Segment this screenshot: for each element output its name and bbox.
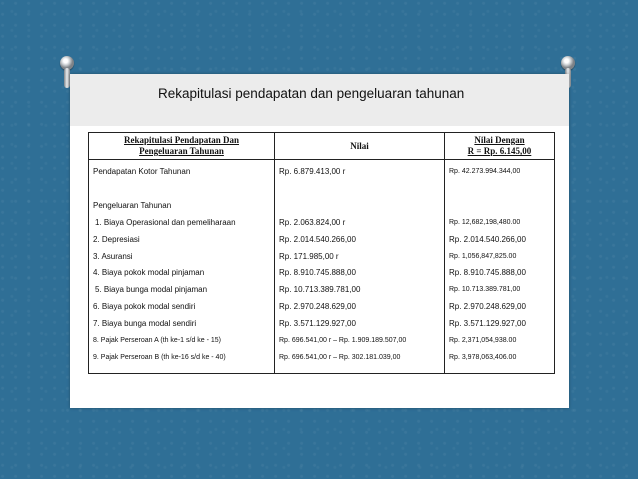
row-label: 3. Asuransi (93, 251, 133, 261)
slide-card (70, 74, 569, 408)
table-header-row (89, 133, 555, 160)
row-value-r: Rp. 42.273.994.344,00 (449, 168, 521, 175)
row-value: Rp. 6.879.413,00 r (279, 167, 346, 176)
slide-title: Rekapitulasi pendapatan dan pengeluaran tahunan (158, 86, 465, 101)
table-body-row (89, 160, 555, 374)
row-value (279, 181, 440, 198)
row-value-r: Rp. 12,682,198,480.00 (449, 218, 521, 226)
row-value: Rp. 2.014.540.266,00 (279, 234, 356, 244)
nilai-dengan-r-column (445, 160, 555, 374)
row-label: Pengeluaran Tahunan (93, 200, 172, 210)
row-label: 8. Pajak Perseroan A (th ke-1 s/d ke - 15) (93, 337, 222, 345)
row-value-r: Rp. 3.571.129.927,00 (449, 319, 526, 329)
row-label: 6. Biaya pokok modal sendiri (93, 302, 196, 312)
row-value: Rp. 2.063.824,00 r (279, 217, 346, 227)
row-value-r: Rp. 8.910.745.888,00 (449, 268, 526, 278)
row-value-r: Rp. 10.713.389.781,00 (449, 286, 521, 294)
recap-table (88, 132, 555, 374)
row-value-r: Rp. 3,978,063,406.00 (449, 353, 517, 361)
nilai-column (275, 160, 445, 374)
row-value: Rp. 3.571.129.927,00 (279, 319, 356, 329)
header-nilai-dengan-r: Nilai Dengan R = Rp. 6.145,00 (445, 133, 555, 160)
row-label: 5. Biaya bunga modal pinjaman (95, 285, 208, 295)
row-value: Rp. 696.541,00 r – Rp. 302.181.039,00 (279, 353, 401, 361)
header-nilai: Nilai (275, 133, 445, 160)
row-label: 1. Biaya Operasional dan pemeliharaan (95, 217, 236, 227)
row-label: 9. Pajak Perseroan B (th ke-16 s/d ke - 40) (93, 353, 226, 361)
row-label: Pendapatan Kotor Tahunan (93, 167, 191, 176)
description-column (89, 160, 275, 374)
row-label: 4. Biaya pokok modal pinjaman (93, 268, 205, 278)
row-value: Rp. 171.985,00 r (279, 251, 339, 261)
row-label: 2. Depresiasi (93, 234, 140, 244)
row-value: Rp. 696.541,00 r – Rp. 1.909.189.507,00 (279, 337, 407, 345)
row-value-r (449, 181, 550, 198)
row-value-r: Rp. 2,371,054,938.00 (449, 337, 517, 345)
row-value-r: Rp. 2.014.540.266,00 (449, 234, 526, 244)
row-value: Rp. 10.713.389.781,00 (279, 285, 361, 295)
row-value-r: Rp. 2.970.248.629,00 (449, 302, 526, 312)
header-description: Rekapitulasi Pendapatan Dan Pengeluaran Tahunan (89, 133, 275, 160)
row-value-r: Rp. 1,056,847,825.00 (449, 252, 517, 260)
row-value: Rp. 8.910.745.888,00 (279, 268, 356, 278)
row-value: Rp. 2.970.248.629,00 (279, 302, 356, 312)
row-label (93, 181, 270, 198)
row-label: 7. Biaya bunga modal sendiri (93, 319, 197, 329)
row-value (279, 198, 440, 215)
slide-header (70, 74, 569, 126)
row-value-r (449, 198, 550, 215)
